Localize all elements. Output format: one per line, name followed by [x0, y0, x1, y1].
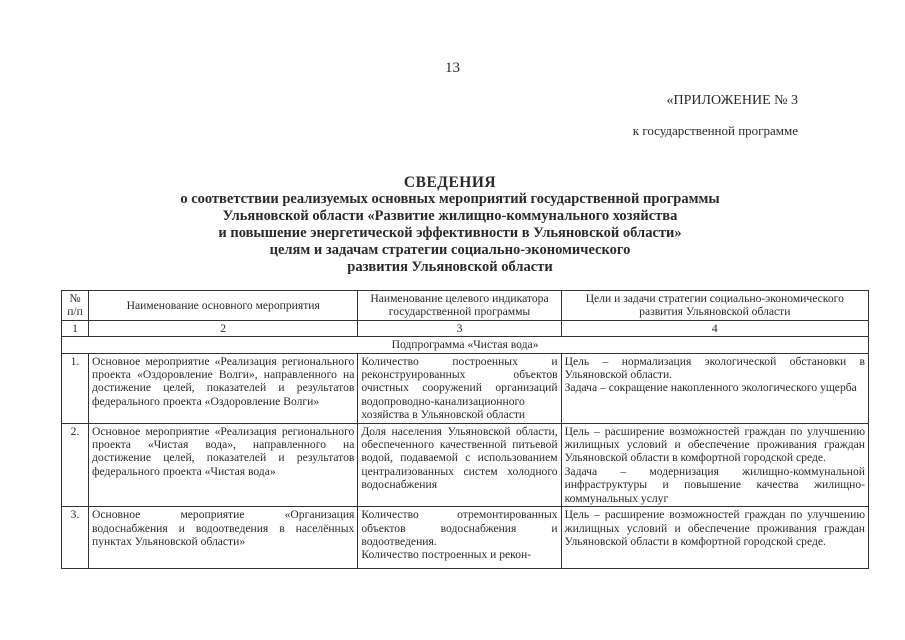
row-number: 3. — [62, 507, 89, 569]
table-row — [62, 353, 869, 423]
column-number-row — [62, 320, 869, 336]
row-goal: Цель – нормализация экологической обстановки в Ульяновской области. — [564, 354, 865, 382]
table-row — [62, 507, 869, 569]
table-header-row — [62, 291, 869, 321]
row-indicator-2: Количество построенных и рекон- — [361, 548, 532, 562]
appendix-subtitle: к государственной программе — [632, 123, 798, 138]
row-goal: Цель – расширение возможностей граждан по улучшению жилищных условий и обеспечение проживания граждан Ульяновской области в комфортной городской среде. — [564, 508, 865, 548]
row-number: 2. — [62, 423, 89, 506]
title-line-2: о соответствии реализуемых основных мероприятий государственной программы — [180, 191, 720, 207]
row-measure: Основное мероприятие «Реализация регионального проекта «Оздоровление Волги», направленного на достижение целей, показателей и результатов федерального проекта «Оздоровление Волги» — [89, 353, 358, 423]
title-line-1: СВЕДЕНИЯ — [403, 174, 497, 191]
row-number: 1. — [62, 353, 89, 423]
row-indicator: Количество построенных и реконструированных объектов очистных сооружений организаций водопроводно-канализационного хозяйства в Ульяновской области — [358, 353, 561, 423]
title-line-6: развития Ульяновской области — [347, 259, 553, 275]
row-goal: Цель – расширение возможностей граждан по улучшению жилищных условий и обеспечение проживания граждан Ульяновской области в комфортной городской среде. — [564, 424, 865, 465]
row-indicator-1: Количество отремонтированных объектов водоснабжения и водоотведения. — [361, 508, 558, 548]
column-number: 1 — [62, 320, 89, 336]
subprogram-row — [62, 337, 869, 353]
appendix-title: «ПРИЛОЖЕНИЕ № 3 — [666, 93, 798, 108]
row-goals — [561, 423, 868, 506]
row-task: Задача – сокращение накопленного экологического ущерба — [564, 381, 857, 395]
row-indicator: Доля населения Ульяновской области, обеспеченного качественной питьевой водой, подаваемой с использованием централизованных систем холодного водоснабжения — [358, 423, 561, 506]
row-indicator — [358, 507, 561, 569]
header-num: № п/п — [62, 291, 89, 321]
header-indicator: Наименование целевого индикатора государственной программы — [358, 291, 561, 321]
title-line-5: целям и задачам стратегии социально-экономического — [269, 242, 631, 258]
column-number: 4 — [561, 320, 868, 336]
row-measure: Основное мероприятие «Организация водоснабжения и водоотведения в населённых пунктах Ульяновской области» — [89, 507, 358, 569]
correspondence-table — [61, 290, 869, 569]
header-goals: Цели и задачи стратегии социально-экономического развития Ульяновской области — [561, 291, 868, 321]
column-number: 2 — [89, 320, 358, 336]
document-title — [150, 174, 750, 276]
row-goals — [561, 507, 868, 569]
subprogram-title: Подпрограмма «Чистая вода» — [62, 337, 869, 353]
row-task: Задача – модернизация жилищно-коммунальной инфраструктуры и повышение качества жилищно-коммунальных услуг — [564, 464, 865, 505]
header-measure: Наименование основного мероприятия — [89, 291, 358, 321]
title-line-3: Ульяновской области «Развитие жилищно-коммунального хозяйства — [222, 208, 678, 224]
row-measure: Основное мероприятие «Реализация регионального проекта «Чистая вода», направленного на достижение целей, показателей и результатов федерального проекта «Чистая вода» — [89, 423, 358, 506]
column-number: 3 — [358, 320, 561, 336]
table-row — [62, 423, 869, 506]
row-goals — [561, 353, 868, 423]
page-number: 13 — [445, 60, 460, 76]
title-line-4: и повышение энергетической эффективности в Ульяновской области» — [218, 225, 682, 241]
